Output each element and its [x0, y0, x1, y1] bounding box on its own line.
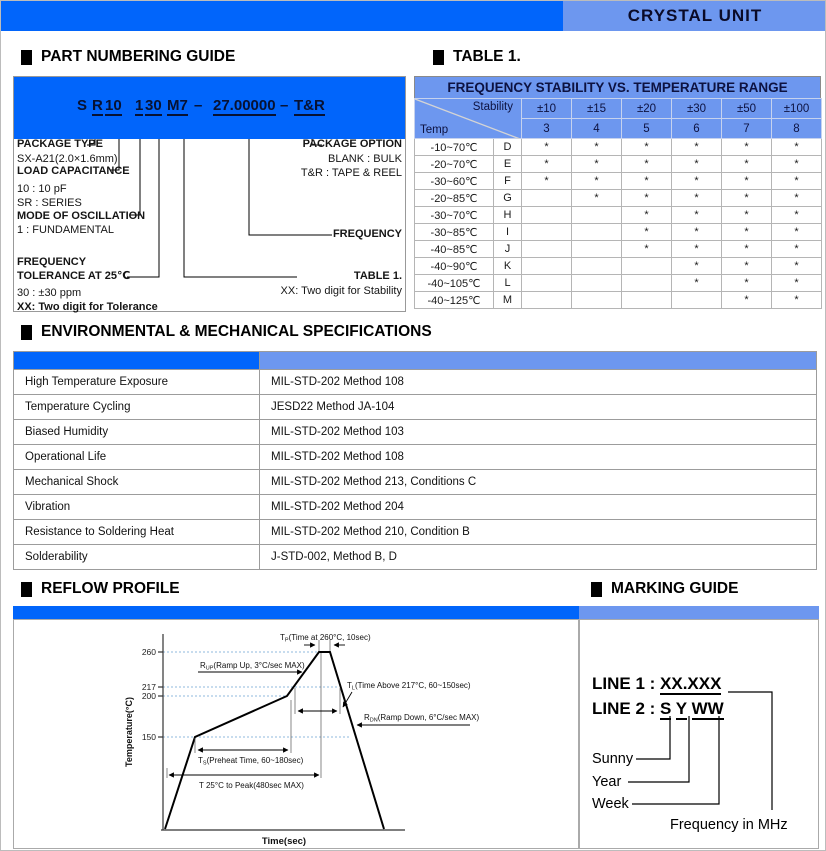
callout-load-capacitance: LOAD CAPACITANCE [17, 165, 130, 177]
availability-cell: * [772, 207, 822, 224]
spec-item-cell: Temperature Cycling [14, 395, 260, 420]
availability-cell [572, 224, 622, 241]
temp-range-cell: -20~70℃ [415, 156, 494, 173]
availability-cell: * [622, 224, 672, 241]
temp-range-cell: -30~60℃ [415, 173, 494, 190]
availability-cell: * [772, 173, 822, 190]
marking-heading-label: MARKING GUIDE [611, 580, 739, 597]
spec-value-cell: J-STD-002, Method B, D [260, 545, 817, 570]
y-axis-label: Temperature(°C) [124, 697, 134, 767]
line2-sunny-code: S [660, 699, 672, 718]
availability-cell: * [772, 258, 822, 275]
stability-col: ±50 [722, 99, 772, 119]
table-row [415, 139, 822, 156]
spec-item-cell: Resistance to Soldering Heat [14, 520, 260, 545]
callout-stability-note: XX: Two digit for Stability [280, 285, 402, 297]
env-specs-section [13, 351, 817, 570]
part-numbering-section [13, 76, 406, 312]
callout-frequency-tol1: FREQUENCY [17, 256, 87, 268]
spec-item-cell: Biased Humidity [14, 420, 260, 445]
corner-stability-label: Stability [472, 101, 513, 113]
table-row [14, 545, 817, 570]
square-bullet-icon [21, 325, 32, 340]
marking-heading [591, 580, 738, 598]
availability-cell: * [772, 275, 822, 292]
availability-cell [622, 292, 672, 309]
availability-cell: * [722, 190, 772, 207]
stability-col: ±100 [772, 99, 822, 119]
callout-tol-note: XX: Two digit for Tolerance [17, 301, 158, 313]
stability-col: ±10 [522, 99, 572, 119]
table1-heading [433, 48, 521, 66]
table-row [415, 275, 822, 292]
env-specs-heading [21, 323, 432, 341]
temp-range-cell: -30~85℃ [415, 224, 494, 241]
part-number-segment: – [194, 97, 203, 114]
marking-line1 [592, 674, 721, 694]
availability-cell: * [622, 156, 672, 173]
availability-cell [522, 224, 572, 241]
stability-code: 7 [722, 119, 772, 139]
temp-code-cell: F [494, 173, 522, 190]
table-row [415, 173, 822, 190]
table-row [14, 495, 817, 520]
top-header-right [563, 1, 826, 31]
chart-annotation-tpeak: T 25°C to Peak(480sec MAX) [199, 781, 304, 790]
marking-band [579, 606, 819, 619]
availability-cell [522, 241, 572, 258]
reflow-band [13, 606, 579, 619]
spec-value-cell: MIL-STD-202 Method 108 [260, 445, 817, 470]
spec-item-cell: Vibration [14, 495, 260, 520]
chart-annotations [198, 633, 480, 790]
temp-range-cell: -20~85℃ [415, 190, 494, 207]
part-number-segment: R [92, 97, 103, 114]
spec-item-cell: Solderability [14, 545, 260, 570]
marking-line2 [592, 699, 724, 719]
table-row [415, 224, 822, 241]
table-row [14, 420, 817, 445]
line1-label: LINE 1 : [592, 674, 661, 693]
temp-code-cell: K [494, 258, 522, 275]
env-header-right [260, 352, 817, 370]
temp-range-cell: -40~90℃ [415, 258, 494, 275]
temp-code-cell: M [494, 292, 522, 309]
y-tick-label: 260 [141, 647, 156, 657]
spec-value-cell: MIL-STD-202 Method 103 [260, 420, 817, 445]
table-row [415, 241, 822, 258]
availability-cell: * [672, 190, 722, 207]
spec-item-cell: Mechanical Shock [14, 470, 260, 495]
availability-cell: * [722, 258, 772, 275]
part-numbering-heading-label: PART NUMBERING GUIDE [41, 48, 236, 65]
temp-code-cell: H [494, 207, 522, 224]
part-number-segment: 27.00000 [213, 97, 276, 114]
availability-cell: * [672, 275, 722, 292]
availability-cell [622, 258, 672, 275]
x-axis-label: Time(sec) [261, 836, 307, 847]
line1-value: XX.XXX [660, 674, 722, 693]
availability-cell [522, 190, 572, 207]
stability-col: ±30 [672, 99, 722, 119]
reflow-chart-panel [13, 619, 579, 849]
temp-range-cell: -40~105℃ [415, 275, 494, 292]
reflow-heading [21, 580, 180, 598]
availability-cell: * [522, 139, 572, 156]
callout-mode-val: 1 : FUNDAMENTAL [17, 224, 114, 236]
temp-code-cell: J [494, 241, 522, 258]
availability-cell: * [722, 139, 772, 156]
table-row [14, 520, 817, 545]
availability-cell [522, 275, 572, 292]
availability-cell: * [622, 173, 672, 190]
availability-cell: * [772, 241, 822, 258]
spec-value-cell: JESD22 Method JA-104 [260, 395, 817, 420]
part-number-segment: T&R [294, 97, 325, 114]
table-row [415, 190, 822, 207]
spec-item-cell: Operational Life [14, 445, 260, 470]
table-row [14, 445, 817, 470]
part-number-segment: 10 [105, 97, 122, 114]
callout-bulk: BLANK : BULK [328, 153, 402, 165]
reflow-chart [14, 620, 578, 848]
availability-cell: * [672, 207, 722, 224]
legend-sunny: Sunny [592, 751, 634, 767]
table-row [415, 207, 822, 224]
corner-cell [415, 99, 522, 139]
callout-frequency: FREQUENCY [332, 228, 402, 240]
availability-cell: * [572, 156, 622, 173]
availability-cell: * [672, 241, 722, 258]
stability-table [414, 98, 822, 309]
table-row [415, 258, 822, 275]
y-tick-label: 217 [141, 682, 156, 692]
availability-cell: * [622, 139, 672, 156]
availability-cell [622, 275, 672, 292]
availability-cell [522, 292, 572, 309]
temp-code-cell: G [494, 190, 522, 207]
spec-value-cell: MIL-STD-202 Method 210, Condition B [260, 520, 817, 545]
env-header-left [14, 352, 260, 370]
availability-cell: * [522, 156, 572, 173]
frequency-note: Frequency in MHz [670, 817, 788, 833]
availability-cell: * [572, 173, 622, 190]
part-number-segment: M7 [167, 97, 188, 114]
stability-code: 4 [572, 119, 622, 139]
chart-annotation-rup: RUP(Ramp Up, 3°C/sec MAX) [200, 661, 305, 672]
square-bullet-icon [21, 50, 32, 65]
availability-cell: * [722, 241, 772, 258]
availability-cell: * [522, 173, 572, 190]
marking-guide-panel [579, 619, 819, 849]
square-bullet-icon [433, 50, 444, 65]
callout-package-option: PACKAGE OPTION [302, 138, 402, 150]
availability-cell: * [722, 224, 772, 241]
stability-code: 6 [672, 119, 722, 139]
stability-col: ±15 [572, 99, 622, 119]
availability-cell: * [622, 190, 672, 207]
availability-cell: * [572, 190, 622, 207]
availability-cell: * [672, 156, 722, 173]
availability-cell: * [772, 292, 822, 309]
callout-tape-reel: T&R : TAPE & REEL [300, 167, 402, 179]
y-axis-ticks [142, 647, 156, 742]
table1-heading-label: TABLE 1. [453, 48, 521, 65]
line2-label: LINE 2 : [592, 699, 661, 718]
availability-cell: * [622, 207, 672, 224]
y-tick-label: 200 [141, 691, 156, 701]
table-row [14, 470, 817, 495]
availability-cell: * [572, 139, 622, 156]
stability-code: 3 [522, 119, 572, 139]
line2-year-code: Y [675, 699, 687, 718]
spec-item-cell: High Temperature Exposure [14, 370, 260, 395]
availability-cell: * [772, 156, 822, 173]
availability-cell [572, 292, 622, 309]
square-bullet-icon [21, 582, 32, 597]
temp-range-cell: -10~70℃ [415, 139, 494, 156]
availability-cell: * [722, 292, 772, 309]
part-number-segment: 30 [145, 97, 162, 114]
callout-package-type: PACKAGE TYPE [17, 138, 103, 150]
availability-cell [572, 258, 622, 275]
page-title: CRYSTAL UNIT [627, 6, 763, 25]
table-row [415, 156, 822, 173]
callout-load-cap-val2: SR : SERIES [17, 197, 82, 209]
square-bullet-icon [591, 582, 602, 597]
availability-cell [572, 207, 622, 224]
availability-cell: * [772, 190, 822, 207]
line2-week-code: WW [691, 699, 724, 718]
stability-code: 8 [772, 119, 822, 139]
stability-table-title: FREQUENCY STABILITY VS. TEMPERATURE RANGE [414, 76, 821, 98]
table-row [415, 292, 822, 309]
availability-cell: * [672, 224, 722, 241]
availability-cell [522, 258, 572, 275]
chart-annotation-rdn: RDN(Ramp Down, 6°C/sec MAX) [364, 713, 480, 724]
temp-range-cell: -40~85℃ [415, 241, 494, 258]
spec-value-cell: MIL-STD-202 Method 213, Conditions C [260, 470, 817, 495]
part-number-segment: S [77, 97, 88, 114]
y-tick-label: 150 [141, 732, 156, 742]
chart-annotation-tp: TP(Time at 260°C, 10sec) [280, 633, 371, 644]
availability-cell: * [722, 275, 772, 292]
availability-cell: * [672, 173, 722, 190]
temp-code-cell: E [494, 156, 522, 173]
availability-cell [572, 275, 622, 292]
table-row [14, 370, 817, 395]
callout-load-cap-val1: 10 : 10 pF [17, 183, 67, 195]
availability-cell [672, 292, 722, 309]
env-specs-table [13, 351, 817, 570]
temp-range-cell: -40~125℃ [415, 292, 494, 309]
temp-code-cell: I [494, 224, 522, 241]
availability-cell [572, 241, 622, 258]
chart-annotation-ts: TS(Preheat Time, 60~180sec) [198, 756, 304, 767]
reflow-heading-label: REFLOW PROFILE [41, 580, 180, 597]
stability-code: 5 [622, 119, 672, 139]
temp-range-cell: -30~70℃ [415, 207, 494, 224]
spec-value-cell: MIL-STD-202 Method 204 [260, 495, 817, 520]
availability-cell [522, 207, 572, 224]
callout-frequency-tol2: TOLERANCE AT 25℃ [17, 270, 131, 282]
part-number-segment: 1 [135, 97, 144, 114]
availability-cell: * [622, 241, 672, 258]
legend-week: Week [592, 796, 629, 812]
env-specs-heading-label: ENVIRONMENTAL & MECHANICAL SPECIFICATIONS [41, 323, 432, 340]
stability-col: ±20 [622, 99, 672, 119]
spec-value-cell: MIL-STD-202 Method 108 [260, 370, 817, 395]
availability-cell: * [672, 139, 722, 156]
availability-cell: * [772, 224, 822, 241]
stability-table-section [414, 76, 821, 309]
marking-lines [580, 620, 818, 848]
table-row [14, 395, 817, 420]
reflow-profile-line [165, 652, 384, 829]
availability-cell: * [672, 258, 722, 275]
chart-annotation-tl: TL(Time Above 217°C, 60~150sec) [347, 681, 471, 692]
callout-package-type-val: SX-A21(2.0×1.6mm) [17, 153, 118, 165]
callout-table1-ref: TABLE 1. [353, 270, 402, 282]
callout-mode-oscillation: MODE OF OSCILLATION [17, 210, 146, 222]
corner-temp-label: Temp [420, 124, 449, 136]
part-numbering-heading [21, 48, 235, 66]
temp-code-cell: D [494, 139, 522, 156]
callout-tol-val: 30 : ±30 ppm [17, 287, 82, 299]
legend-year: Year [592, 774, 622, 790]
part-number-segment: – [280, 97, 289, 114]
temp-code-cell: L [494, 275, 522, 292]
availability-cell: * [772, 139, 822, 156]
availability-cell: * [722, 173, 772, 190]
availability-cell: * [722, 207, 772, 224]
availability-cell: * [722, 156, 772, 173]
